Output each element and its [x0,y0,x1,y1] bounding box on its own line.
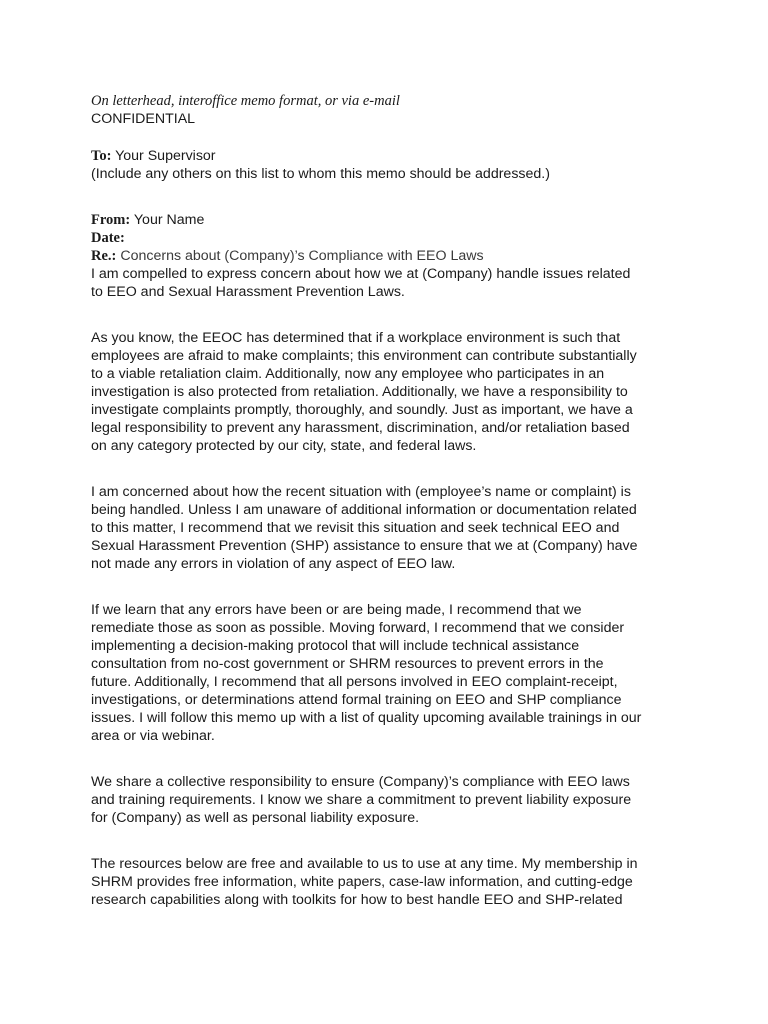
paragraph-line: I am concerned about how the recent situation with (employee’s name or complaint) is [91,484,631,500]
re-line [91,247,691,265]
paragraph-eeoc [91,329,691,455]
paragraph-concern [91,483,691,573]
paragraph-remediation [91,601,691,745]
paragraph-line: and training requirements. I know we share a commitment to prevent liability exposure [91,792,632,808]
to-line [91,147,691,165]
paragraph-line: to a viable retaliation claim. Additionally, now any employee who participates in an [91,366,605,382]
date-label: Date: [91,230,125,246]
paragraph-line: remediate those as soon as possible. Moving forward, I recommend that we consider [91,620,625,636]
paragraph-line: If we learn that any errors have been or are being made, I recommend that we [91,602,582,618]
paragraph-intro [91,265,691,301]
paragraph-line: on any category protected by our city, state, and federal laws. [91,438,477,454]
from-value: Your Name [133,212,205,228]
paragraph-line: The resources below are free and available to us to use at any time. My membership in [91,856,638,872]
paragraph-line: investigation is also protected from retaliation. Additionally, we have a responsibility to [91,384,628,400]
paragraph-line: investigate complaints promptly, thoroughly, and soundly. Just as important, we have a [91,402,633,418]
paragraph-line: employees are afraid to make complaints; this environment can contribute substantially [91,348,637,364]
re-value: Concerns about (Company)’s Compliance with EEO Laws [120,248,484,264]
to-label: To: [91,148,112,164]
to-value: Your Supervisor [115,148,216,164]
paragraph-line: I am compelled to express concern about how we at (Company) handle issues related [91,266,631,282]
paragraph-line: issues. I will follow this memo up with a list of quality upcoming available trainings in our [91,710,642,726]
date-line [91,229,691,247]
paragraph-line: legal responsibility to prevent any harassment, discrimination, and/or retaliation based [91,420,630,436]
paragraph-line: consultation from no-cost government or SHRM resources to prevent errors in the [91,656,604,672]
paragraph-line: investigations, or determinations attend formal training on EEO and SHP compliance [91,692,622,708]
confidential-label: CONFIDENTIAL [91,111,196,127]
paragraph-line: not made any errors in violation of any aspect of EEO law. [91,556,456,572]
paragraph-line: Sexual Harassment Prevention (SHP) assistance to ensure that we at (Company) have [91,538,638,554]
paragraph-line: being handled. Unless I am unaware of additional information or documentation related [91,502,637,518]
paragraph-line: for (Company) as well as personal liability exposure. [91,810,420,826]
paragraph-line: We share a collective responsibility to ensure (Company)’s compliance with EEO laws [91,774,630,790]
from-label: From: [91,212,131,228]
paragraph-responsibility [91,773,691,827]
paragraph-line: future. Additionally, I recommend that all persons involved in EEO complaint-receipt, [91,674,618,690]
paragraph-line: SHRM provides free information, white papers, case-law information, and cutting-edge [91,874,633,890]
paragraph-line: As you know, the EEOC has determined that if a workplace environment is such that [91,330,621,346]
memo-page [91,92,691,909]
paragraph-line: area or via webinar. [91,728,215,744]
paragraph-line: research capabilities along with toolkits for how to best handle EEO and SHP-related [91,892,623,908]
paragraph-resources [91,855,691,909]
to-note: (Include any others on this list to whom this memo should be addressed.) [91,166,550,182]
header-note: On letterhead, interoffice memo format, or via e-mail [91,93,400,109]
paragraph-line: implementing a decision-making protocol that will include technical assistance [91,638,580,654]
re-label: Re.: [91,248,117,264]
from-line [91,211,691,229]
paragraph-line: to EEO and Sexual Harassment Prevention Laws. [91,284,405,300]
paragraph-line: to this matter, I recommend that we revisit this situation and seek technical EEO and [91,520,620,536]
